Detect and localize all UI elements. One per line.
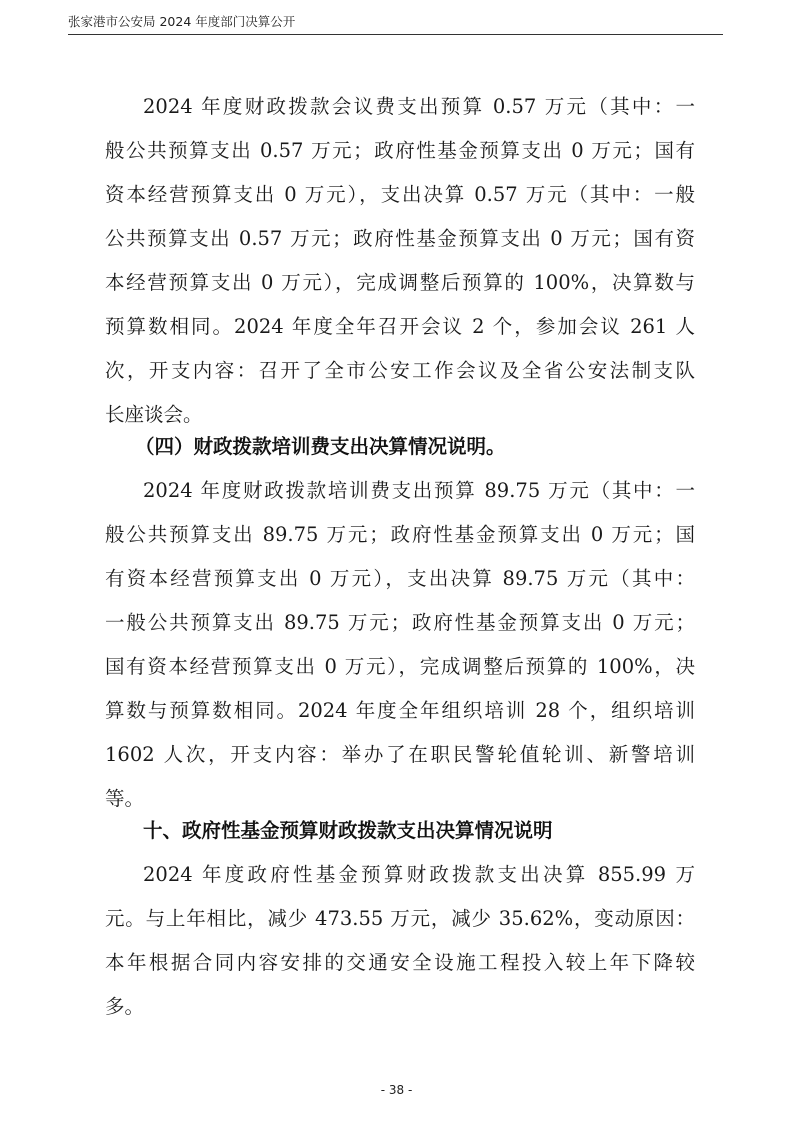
- section-heading-training: （四）财政拨款培训费支出决算情况说明。: [135, 435, 506, 458]
- para-meeting-line-4: 公共预算支出 0.57 万元；政府性基金预算支出 0 万元；国有资: [105, 227, 695, 250]
- header-divider: [68, 34, 723, 35]
- para-meeting-line-3: 资本经营预算支出 0 万元），支出决算 0.57 万元（其中：一般: [105, 183, 695, 206]
- para-meeting-line-7: 次，开支内容：召开了全市公安工作会议及全省公安法制支队: [105, 359, 695, 382]
- document-header-title: 张家港市公安局 2024 年度部门决算公开: [68, 14, 296, 29]
- para-fund-line-3: 本年根据合同内容安排的交通安全设施工程投入较上年下降较: [105, 951, 695, 974]
- para-meeting-line-6: 预算数相同。2024 年度全年召开会议 2 个，参加会议 261 人: [105, 315, 695, 338]
- para-fund-line-2: 元。与上年相比，减少 473.55 万元，减少 35.62%，变动原因：: [105, 907, 695, 930]
- para-fund-line-1: 2024 年度政府性基金预算财政拨款支出决算 855.99 万: [143, 863, 695, 886]
- para-meeting-line-2: 般公共预算支出 0.57 万元；政府性基金预算支出 0 万元；国有: [105, 139, 695, 162]
- para-fund-line-4: 多。: [105, 995, 145, 1018]
- para-training-line-7: 1602 人次，开支内容：举办了在职民警轮值轮训、新警培训: [105, 743, 695, 766]
- section-heading-government-fund: 十、政府性基金预算财政拨款支出决算情况说明: [143, 819, 553, 842]
- para-training-line-2: 般公共预算支出 89.75 万元；政府性基金预算支出 0 万元；国: [105, 523, 695, 546]
- para-training-line-8: 等。: [105, 787, 145, 810]
- para-training-line-4: 一般公共预算支出 89.75 万元；政府性基金预算支出 0 万元；: [105, 611, 695, 634]
- para-meeting-line-5: 本经营预算支出 0 万元），完成调整后预算的 100%，决算数与: [105, 271, 695, 294]
- para-meeting-line-8: 长座谈会。: [105, 403, 203, 426]
- para-meeting-line-1: 2024 年度财政拨款会议费支出预算 0.57 万元（其中：一: [143, 95, 695, 118]
- para-training-line-5: 国有资本经营预算支出 0 万元），完成调整后预算的 100%，决: [105, 655, 695, 678]
- para-training-line-3: 有资本经营预算支出 0 万元），支出决算 89.75 万元（其中：: [105, 567, 695, 590]
- para-training-line-6: 算数与预算数相同。2024 年度全年组织培训 28 个，组织培训: [105, 699, 695, 722]
- page-number: - 38 -: [380, 1083, 413, 1097]
- para-training-line-1: 2024 年度财政拨款培训费支出预算 89.75 万元（其中：一: [143, 479, 695, 502]
